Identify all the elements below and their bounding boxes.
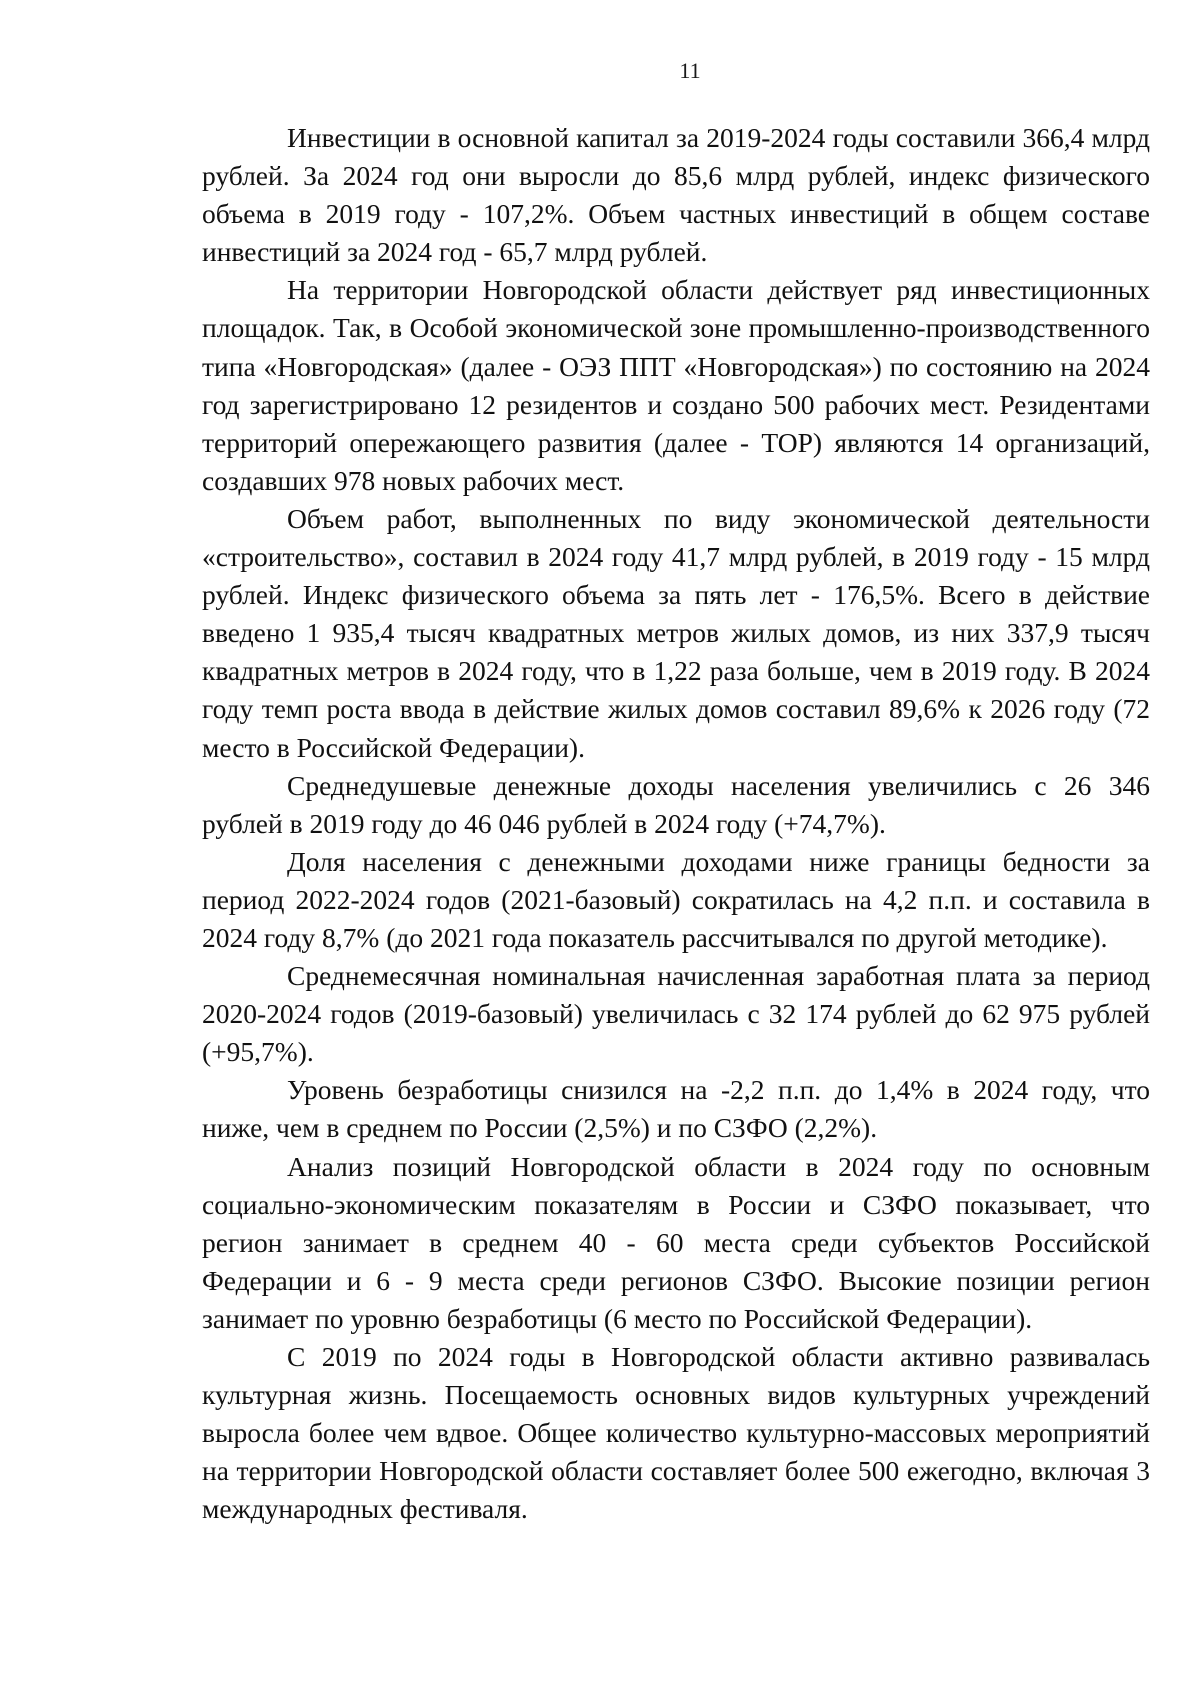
paragraph-income: Среднедушевые денежные доходы населения увеличились с 26 346 рублей в 2019 году до 46 046 рублей в 2024 году (+74,7%). bbox=[202, 769, 1150, 839]
paragraph-investments: Инвестиции в основной капитал за 2019-2024 годы составили 366,4 млрд рублей. За 2024 год они выросли до 85,6 млрд рублей, индекс физического объема в 2019 году - 107,2%. Объем частных инвестиций в общем составе инвестиций за 2024 год - 65,7 млрд рублей. bbox=[202, 122, 1150, 268]
paragraph-investment-sites: На территории Новгородской области действует ряд инвестиционных площадок. Так, в Особой экономической зоне промышленно-производственного типа «Новгородская» (далее - ОЭЗ ППТ «Новгородская») по состоянию на 2024 год зарегистрировано 12 резидентов и создано 500 рабочих мест. Резидентами территорий опережающего развития (далее - ТОР) являются 14 организаций, создавших 978 новых рабочих мест. bbox=[202, 274, 1150, 496]
paragraph-wages: Среднемесячная номинальная начисленная заработная плата за период 2020-2024 годов (2019-базовый) увеличилась с 32 174 рублей до 62 975 рублей (+95,7%). bbox=[202, 960, 1150, 1068]
paragraph-regional-ranking: Анализ позиций Новгородской области в 2024 году по основным социально-экономическим показателям в России и СЗФО показывает, что регион занимает в среднем 40 - 60 места среди субъектов Российской Федерации и 6 - 9 места среди регионов СЗФО. Высокие позиции регион занимает по уровню безработицы (6 место по Российской Федерации). bbox=[202, 1150, 1150, 1334]
page-number: 11 bbox=[679, 58, 701, 83]
document-body bbox=[202, 119, 1150, 1528]
paragraph-poverty: Доля населения с денежными доходами ниже границы бедности за период 2022-2024 годов (2021-базовый) сократилась на 4,2 п.п. и составила в 2024 году 8,7% (до 2021 года показатель рассчитывался по другой методике). bbox=[202, 845, 1150, 953]
paragraph-construction: Объем работ, выполненных по виду экономической деятельности «строительство», составил в 2024 году 41,7 млрд рублей, в 2019 году - 15 млрд рублей. Индекс физического объема за пять лет - 176,5%. Всего в действие введено 1 935,4 тысяч квадратных метров жилых домов, из них 337,9 тысяч квадратных метров в 2024 году, что в 1,22 раза больше, чем в 2019 году. В 2024 году темп роста ввода в действие жилых домов составил 89,6% к 2026 году (72 место в Российской Федерации). bbox=[202, 502, 1150, 763]
paragraph-unemployment: Уровень безработицы снизился на -2,2 п.п. до 1,4% в 2024 году, что ниже, чем в среднем по России (2,5%) и по СЗФО (2,2%). bbox=[202, 1074, 1150, 1144]
paragraph-culture: С 2019 по 2024 годы в Новгородской области активно развивалась культурная жизнь. Посещаемость основных видов культурных учреждений выросла более чем вдвое. Общее количество культурно-массовых мероприятий на территории Новгородской области составляет более 500 ежегодно, включая 3 международных фестиваля. bbox=[202, 1341, 1150, 1525]
